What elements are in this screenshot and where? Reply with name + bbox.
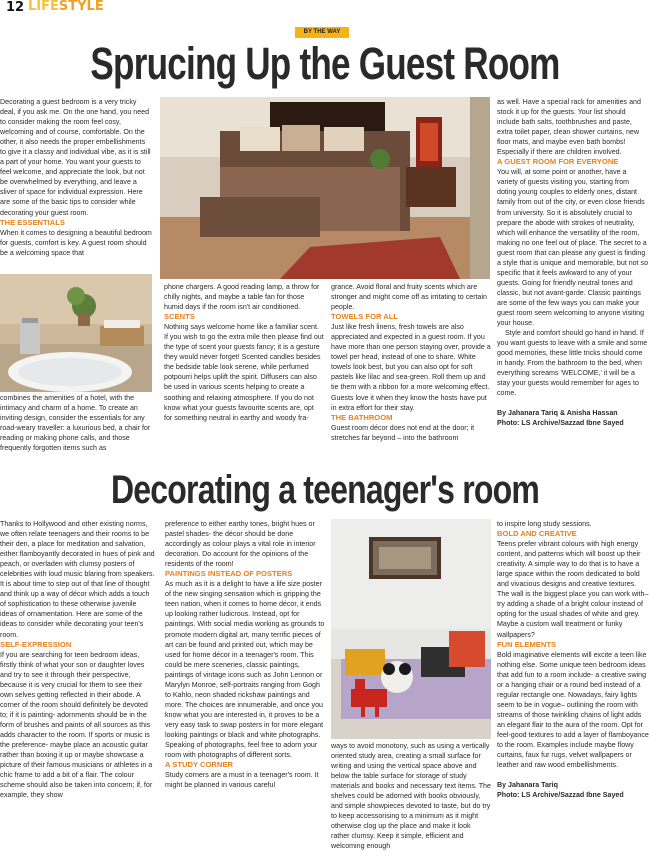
article1-essentials-text: When it comes to designing a beautiful bedroom for guests, comfort is key. A guest room should be a welcoming space that: [0, 228, 152, 257]
article2-col2-text: preference to either earthy tones, bright hues or pastel shades- the décor should be done accordingly as colour plays a vital role in interior decoration. Do account for the opinions of the residents of the room!: [165, 520, 316, 569]
heading-bathroom: THE BATHROOM: [331, 412, 393, 422]
article2-fun-text: Bold imaginative elements will excite a teen like nothing else. Some unique teen bedroom ideas that add fun to a room include- a creative swing or a hanging chair or a round bed instead of a regular rectangle one. Nowadays, fairy lights seem to be in vogue– outlining the room with streams of those twinkling chains of light adds an elegant flair to the aura of the room. Opt for feel-good textures to add a layer of flamboyance to the room. Examples include maybe flowy curtains, faux fur rugs, velvet wallpapers or leather and raw wood embellishments.: [497, 650, 649, 770]
article2-self-text: If you are searching for teen bedroom ideas, firstly think of what your son or daughter loves and try to see it through their perspective, because it is very crucial for them to see their own selves getting reflected in their abode. A corner of the room should definitely be devoted to; if it is painting- adornments should be in the form of brushes and paints of all sources as this adds character to the room. If sports or music is the preference- maybe place an acoustic guitar rather than boxing it up or maybe showcase a picture of their famous musicians or athletes in a chic frame to add a bit of a flair. The colour scheme should also be taken into concern; if, for example, they show: [0, 650, 153, 800]
heading-essentials: THE ESSENTIALS: [0, 217, 65, 227]
article1-closing-text: Style and comfort should go hand in hand. If you want guests to leave with a smile and some good memories, these little tricks should come in handy. From the bathroom to the bed, when everything screams 'WELCOME,' it will be a stay your guests would remember for ages to come.: [497, 329, 648, 398]
article2-study-text: Study corners are a must in a teenager's room. It might be planned in various careful: [165, 771, 319, 790]
article2-photo-credit: Photo: LS Archive/Sazzad Ibne Sayed: [497, 791, 624, 800]
article1-intro: Decorating a guest bedroom is a very tricky deal, if you ask me. On the one hand, you need to consider making the room feel cosy, welcoming and of course, comfortable. On the other, it also needs the proper embellishments to give it a classy and individual vibe, as it is still a part of your home. You want your guests to feel welcome, and appreciate the look, but not be overwhelmed by everything, and leave a sliver of space for individual expression. Here are some of the basic tips to consider while decorating your guest room.: [0, 98, 151, 217]
article1-col4-text: as well. Have a special rack for amenities and stock it up for the guests. Your list should include bath salts, toothbrushes and paste, extra toilet paper, clean shower curtains, new floor mats, and maybe even bath bombs! Especially if there are children involved.: [497, 98, 641, 157]
kicker-label: BY THE WAY: [295, 27, 349, 38]
heading-fun-elements: FUN ELEMENTS: [497, 639, 557, 649]
guest-bedroom-photo: [160, 97, 490, 279]
article2-col1: [0, 519, 155, 800]
article1-essentials-text-cont: combines the amenities of a hotel, with the intimacy and charm of a home. To create an inviting design, consider the essentials for any road-weary traveller: a luxurious bed, a chair for reading or making phone calls, and those frequently forgotten items such as: [0, 394, 151, 453]
article2-col4: [497, 519, 649, 800]
article1-byline: By Jahanara Tariq & Anisha Hassan: [497, 409, 618, 418]
article1-photo-credit: Photo: LS Archive/Sazzad Ibne Sayed: [497, 419, 624, 428]
teen-room-photo: [331, 519, 491, 739]
article1-title: Sprucing Up the Guest Room: [90, 38, 560, 89]
heading-self-expression: SELF-EXPRESSION: [0, 639, 72, 649]
article1-col3-text: grance. Avoid floral and fruity scents which are stronger and might come off as irritating to certain people.: [331, 283, 488, 312]
section-brand: [28, 0, 104, 14]
article2-col2: [165, 519, 327, 790]
heading-scents: SCENTS: [164, 312, 195, 322]
article2-byline: By Jahanara Tariq: [497, 781, 558, 790]
article1-scents-text: Nothing says welcome home like a familiar scent. If you wish to go the extra mile then please find out the type of scent your guests fancy; it is a gesture they would never forget! Scented candles besides the bedside table look serene, while perfumed potpourri helps uplift the spirit. Diffusers can also be used in various scents helping to create a soothing and relaxing atmosphere. If you do not know what your guests favourite scents are, opt for something neutral in earthy and woody fra-: [164, 323, 324, 422]
heading-bold-creative: BOLD AND CREATIVE: [497, 529, 577, 539]
article1-everyone-text: You will, at some point or another, have a variety of guests visiting you, starting from doting young couples to elderly ones, distant family from out of the city, or even close friends from university. So it is absolutely crucial to prepare the abode with strokes of neutrality, which will enhance the versatility of the room, making no one feel out of place. The secret to a guest room that can please any guest is finding a style that is unique and memorable, but not so specific that it feels awkward to any of your guests. Going for friendly neutral tones and classic, but not avant-garde. Classic paintings are some of the few ways you can make your guest room seem welcoming to anyone visiting your house.: [497, 168, 649, 328]
article1-bathroom-text: Guest room décor does not end at the door; it stretches far beyond – into the bathroom: [331, 423, 475, 442]
page-number: 12: [6, 0, 25, 15]
bathroom-photo: [0, 274, 152, 392]
article1-col2-text: phone chargers. A good reading lamp, a throw for chilly nights, and maybe a table fan for those humid days if the room isn't air conditioned.: [164, 283, 320, 312]
article1-col4: [497, 97, 649, 429]
article1-towels-text: Just like fresh linens, fresh towels are also appreciated and expected in a guest room. If you have more than one person staying over, provide a towel per head, instead of one to share. White towels look best, but you can also opt for soft pastels like lilac and sea-green. Roll them up and tie them with a ribbon for a more welcoming effect. Guests love it when they know the hosts have put in extra effort for their stay.: [331, 323, 491, 412]
article2-intro: Thanks to Hollywood and other existing norms, we often relate teenagers and their rooms to be their den, a place for meditation and salvation, either flamboyantly decorated in hues of pink and peach, or overladen with clumsy posters of celebrities with loud music blaring from speakers. It is about time to step out of that line of thought and think up a way of décor which adds a touch of sophistication to these otherwise juvenile ideas of ornamentation. Here are some of the ideas to consider while decorating your teen's room.: [0, 520, 155, 639]
heading-study: A STUDY CORNER: [165, 760, 233, 770]
brand-style: STYLE: [58, 0, 104, 14]
heading-paintings: PAINTINGS INSTEAD OF POSTERS: [165, 569, 293, 579]
heading-towels: TOWELS FOR ALL: [331, 312, 399, 322]
article2-bold-text: Teens prefer vibrant colours with high energy content, and patterns which will boost up their creativity. A simple way to do that is to have a large space within the room dedicated to bold and vivacious designs and creative textures. The wall is the biggest place you can work with– try adding a shade of a bright colour instead of opting for the usual shades of white and grey. Maybe a custom wall treatment or funky wallpapers?: [497, 540, 649, 639]
article2-title: Decorating a teenager's room: [110, 468, 540, 512]
article2-col3-text: ways to avoid monotony, such as using a vertically oriented study area, creating a small surface for writing and using the vertical space above and below the table surface for storage of study materials and books and necessary text items. The shelves could be adorned with books obviously, and simple showpieces devoted to taste, but do try to keep accessorising to a minimum as it might otherwise clog up the place and make it look rather clumsy. Keep it simple, efficient and welcoming enough: [331, 742, 491, 851]
brand-life: LIFE: [28, 0, 59, 14]
article2-col4-text: to inspire long study sessions.: [497, 520, 592, 528]
article2-paintings-text: As much as it is a delight to have a life size poster of the new singing sensation which is gripping the teen nation, when it comes to home décor, it ends up looking rather ludicrous. Instead, opt for paintings. With social media working as grounds to promote modern digital art, many terrific pieces of art can be found and printed out, which may be used for home décor in a teenager's room. This could be mere sceneries, classic paintings, paintings of vintage icons such as John Lennon or Marylyn Monroe, self-portraits ranging from Gogh to Kahlo, neon shaded rickshaw paintings and more. The choices are innumerable, and once you know what you are interested in, it proves to be a very easy task to swap posters in for more elegant looking paintings or black and white photographs. Speaking of photographs, feel free to adorn your room with photographs of different sorts.: [165, 580, 325, 760]
article1-col2: [164, 282, 324, 423]
article1-col1-top: [0, 97, 152, 258]
article1-col1-bottom: [0, 393, 152, 453]
article2-col3: [331, 741, 491, 852]
heading-everyone: A GUEST ROOM FOR EVERYONE: [497, 157, 619, 167]
article1-col3: [331, 282, 491, 443]
